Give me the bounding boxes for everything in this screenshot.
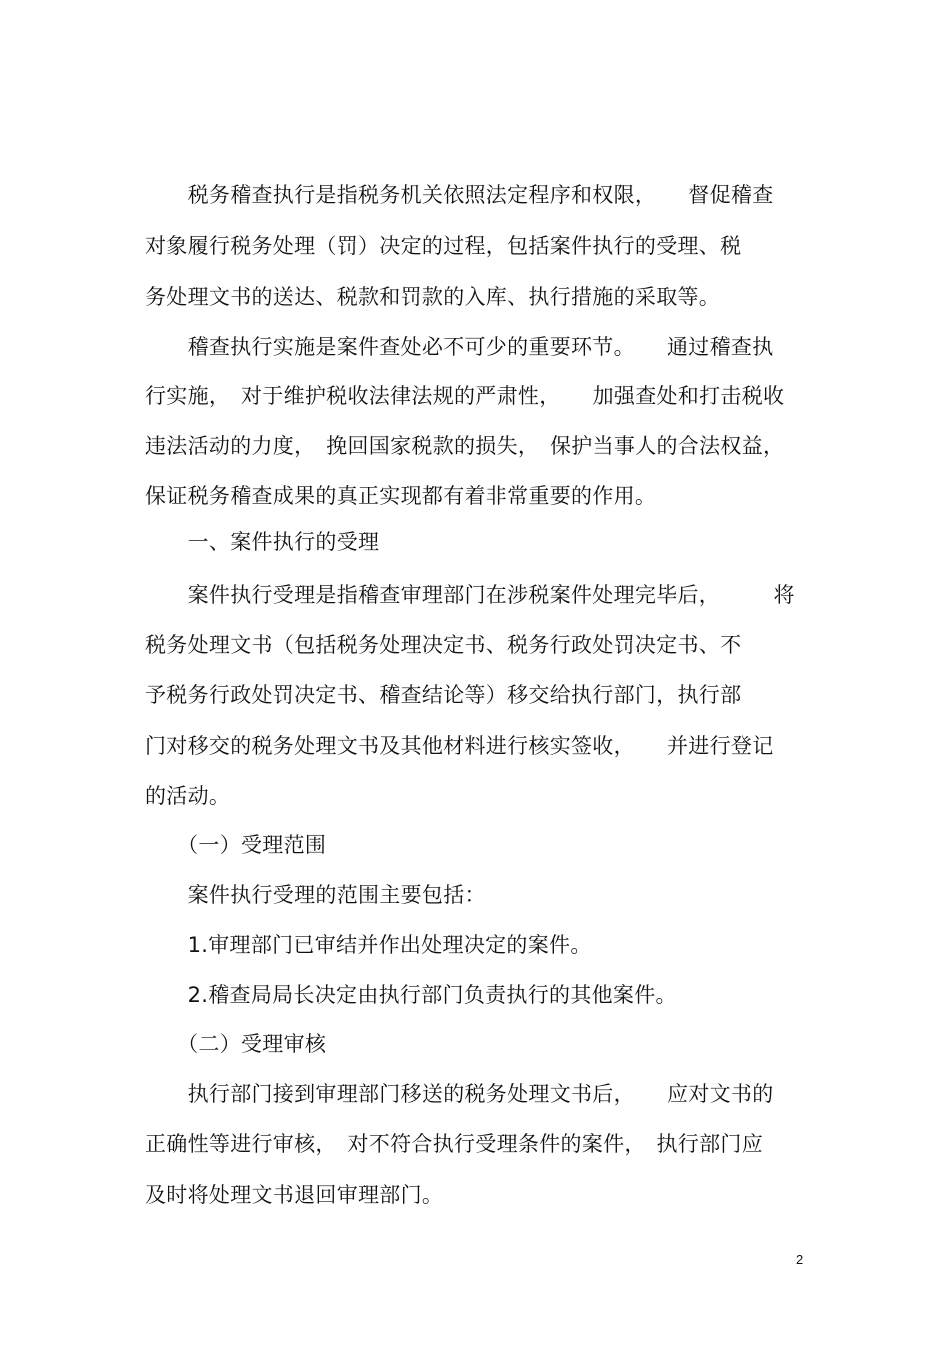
body-line-13: 案件执行受理的范围主要包括：	[145, 883, 486, 907]
body-line-1: 税务稽查执行是指税务机关依照法定程序和权限， 督促稽查	[145, 183, 774, 207]
subsection-heading-2: （二）受理审核	[145, 1032, 327, 1056]
page-number: 2	[796, 1252, 804, 1267]
body-line-6: 违法活动的力度， 挽回国家税款的损失， 保护当事人的合法权益，	[145, 434, 785, 458]
body-line-8: 案件执行受理是指稽查审理部门在涉税案件处理完毕后， 将	[145, 583, 795, 607]
body-line-5: 行实施， 对于维护税收法律法规的严肃性， 加强查处和打击税收	[145, 384, 785, 408]
list-item-2: 2.稽查局局长决定由执行部门负责执行的其他案件。	[145, 983, 677, 1007]
body-line-2: 对象履行税务处理（罚）决定的过程，包括案件执行的受理、税	[145, 234, 742, 258]
body-line-11: 门对移交的税务处理文书及其他材料进行核实签收， 并进行登记	[145, 734, 774, 758]
body-line-3: 务处理文书的送达、税款和罚款的入库、执行措施的采取等。	[145, 285, 721, 309]
list-item-1: 1.审理部门已审结并作出处理决定的案件。	[145, 933, 592, 957]
body-line-9: 税务处理文书（包括税务处理决定书、税务行政处罚决定书、不	[145, 633, 742, 657]
body-line-12: 的活动。	[145, 784, 231, 808]
body-line-14: 执行部门接到审理部门移送的税务处理文书后， 应对文书的	[145, 1082, 774, 1106]
section-heading-1: 一、案件执行的受理	[145, 530, 380, 554]
body-line-16: 及时将处理文书退回审理部门。	[145, 1183, 444, 1207]
body-line-7: 保证税务稽查成果的真正实现都有着非常重要的作用。	[145, 484, 657, 508]
body-line-4: 稽查执行实施是案件查处必不可少的重要环节。 通过稽查执	[145, 335, 774, 359]
body-line-10: 予税务行政处罚决定书、稽查结论等）移交给执行部门，执行部	[145, 683, 742, 707]
body-line-15: 正确性等进行审核， 对不符合执行受理条件的案件， 执行部门应	[145, 1132, 763, 1156]
subsection-heading-1: （一）受理范围	[145, 833, 327, 857]
